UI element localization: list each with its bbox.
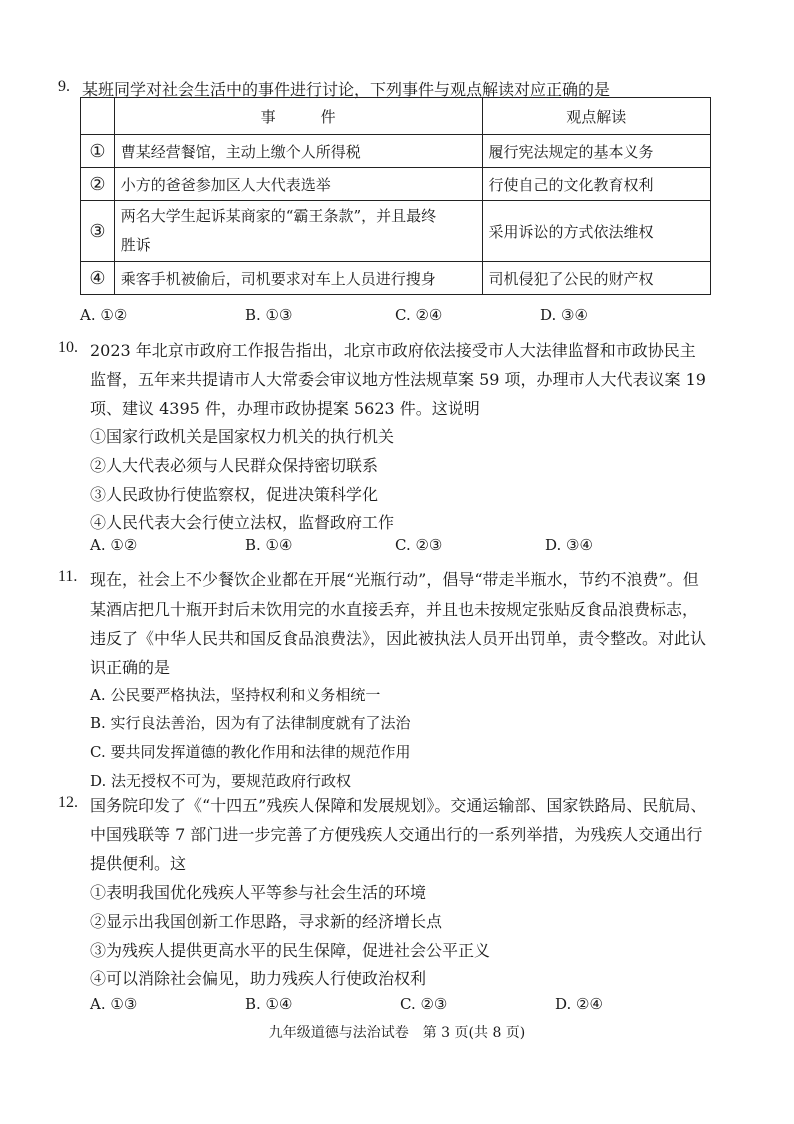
- question-12-options: [0, 995, 794, 1015]
- option-a[interactable]: A. ①②: [90, 536, 138, 554]
- row-mark: ②: [81, 168, 115, 201]
- option-c[interactable]: C. 要共同发挥道德的教化作用和法律的规范作用: [90, 743, 411, 761]
- question-11-stem-line: 违反了《中华人民共和国反食品浪费法》，因此被执法人员开出罚单，责令整改。对此认: [90, 629, 707, 648]
- row-view: 行使自己的文化教育权利: [482, 168, 710, 201]
- option-d[interactable]: D. ③④: [540, 306, 588, 324]
- row-view: 司机侵犯了公民的财产权: [482, 262, 710, 295]
- question-10-statement: ④人民代表大会行使立法权，监督政府工作: [90, 513, 395, 532]
- table-row: [81, 135, 711, 168]
- question-12-statement: ①表明我国优化残疾人平等参与社会生活的环境: [90, 883, 427, 902]
- question-11-stem-line: 现在，社会上不少餐饮企业都在开展“光瓶行动”，倡导“带走半瓶水，节约不浪费”。但: [90, 570, 699, 589]
- question-10-statement: ①国家行政机关是国家权力机关的执行机关: [90, 427, 395, 446]
- table-header-view: 观点解读: [482, 98, 710, 135]
- question-12-number: 12.: [58, 794, 78, 811]
- option-a[interactable]: A. ①②: [80, 306, 128, 324]
- option-b[interactable]: B. ①④: [245, 995, 293, 1013]
- option-b[interactable]: B. ①④: [245, 536, 293, 554]
- option-a[interactable]: A. ①③: [90, 995, 138, 1013]
- row-event-line: 两名大学生起诉某商家的“霸王条款”，并且最终: [120, 207, 437, 225]
- row-view: 采用诉讼的方式依法维权: [482, 201, 710, 262]
- question-10-stem-line: 项、建议 4395 件，办理市政协提案 5623 件。这说明: [90, 399, 480, 418]
- question-12-statement: ④可以消除社会偏见，助力残疾人行使政治权利: [90, 969, 427, 988]
- question-12-stem-line: 提供便利。这: [90, 854, 187, 873]
- question-12-statement: ②显示出我国创新工作思路，寻求新的经济增长点: [90, 912, 443, 931]
- row-mark: ①: [81, 135, 115, 168]
- row-mark: ③: [81, 201, 115, 262]
- table-header-event: 事 件: [114, 98, 482, 135]
- option-c[interactable]: C. ②③: [400, 995, 448, 1013]
- option-d[interactable]: D. ③④: [545, 536, 593, 554]
- question-12-stem-line: 中国残联等 7 部门进一步完善了方便残疾人交通出行的一系列举措，为残疾人交通出行: [90, 825, 703, 844]
- option-c[interactable]: C. ②③: [395, 536, 443, 554]
- row-event-line: 胜诉: [120, 236, 151, 254]
- row-event: 乘客手机被偷后，司机要求对车上人员进行搜身: [114, 262, 482, 295]
- question-11-stem-line: 某酒店把几十瓶开封后未饮用完的水直接丢弃，并且也未按规定张贴反食品浪费标志，: [90, 600, 699, 619]
- table-row: [81, 168, 711, 201]
- question-10-statement: ③人民政协行使监察权，促进决策科学化: [90, 485, 379, 504]
- row-view: 履行宪法规定的基本义务: [482, 135, 710, 168]
- question-12-stem-line: 国务院印发了《“十四五”残疾人保障和发展规划》。交通运输部、国家铁路局、民航局、: [90, 796, 707, 815]
- question-10-stem-line: 2023 年北京市政府工作报告指出，北京市政府依法接受市人大法律监督和市政协民主: [90, 341, 696, 360]
- page-footer: 九年级道德与法治试卷 第 3 页(共 8 页): [268, 1025, 526, 1041]
- row-event: 曹某经营餐馆，主动上缴个人所得税: [114, 135, 482, 168]
- table-header-blank: [81, 98, 115, 135]
- event-viewpoint-table: [80, 97, 711, 295]
- option-a[interactable]: A. 公民要严格执法，坚持权利和义务相统一: [90, 686, 381, 704]
- question-9-number: 9.: [58, 78, 70, 95]
- question-10-statement: ②人大代表必须与人民群众保持密切联系: [90, 456, 379, 475]
- table-header-row: [81, 98, 711, 135]
- option-d[interactable]: D. 法无授权不可为，要规范政府行政权: [90, 772, 352, 790]
- option-b[interactable]: B. ①③: [245, 306, 293, 324]
- question-10-options: [0, 536, 794, 556]
- row-mark: ④: [81, 262, 115, 295]
- row-event: [114, 201, 482, 262]
- question-9-options: [0, 306, 794, 326]
- option-b[interactable]: B. 实行良法善治，因为有了法律制度就有了法治: [90, 714, 411, 732]
- question-10-stem-line: 监督，五年来共提请市人大常委会审议地方性法规草案 59 项，办理市人大代表议案 19: [90, 370, 706, 389]
- question-11-number: 11.: [58, 568, 78, 585]
- question-12-statement: ③为残疾人提供更高水平的民生保障，促进社会公平正义: [90, 941, 491, 960]
- option-d[interactable]: D. ②④: [555, 995, 603, 1013]
- question-9-stem: 某班同学对社会生活中的事件进行讨论，下列事件与观点解读对应正确的是: [82, 80, 611, 99]
- question-11-stem-line: 识正确的是: [90, 658, 171, 677]
- row-event: 小方的爸爸参加区人大代表选举: [114, 168, 482, 201]
- question-10-number: 10.: [58, 339, 78, 356]
- option-c[interactable]: C. ②④: [395, 306, 443, 324]
- table-row: [81, 262, 711, 295]
- table-row: [81, 201, 711, 262]
